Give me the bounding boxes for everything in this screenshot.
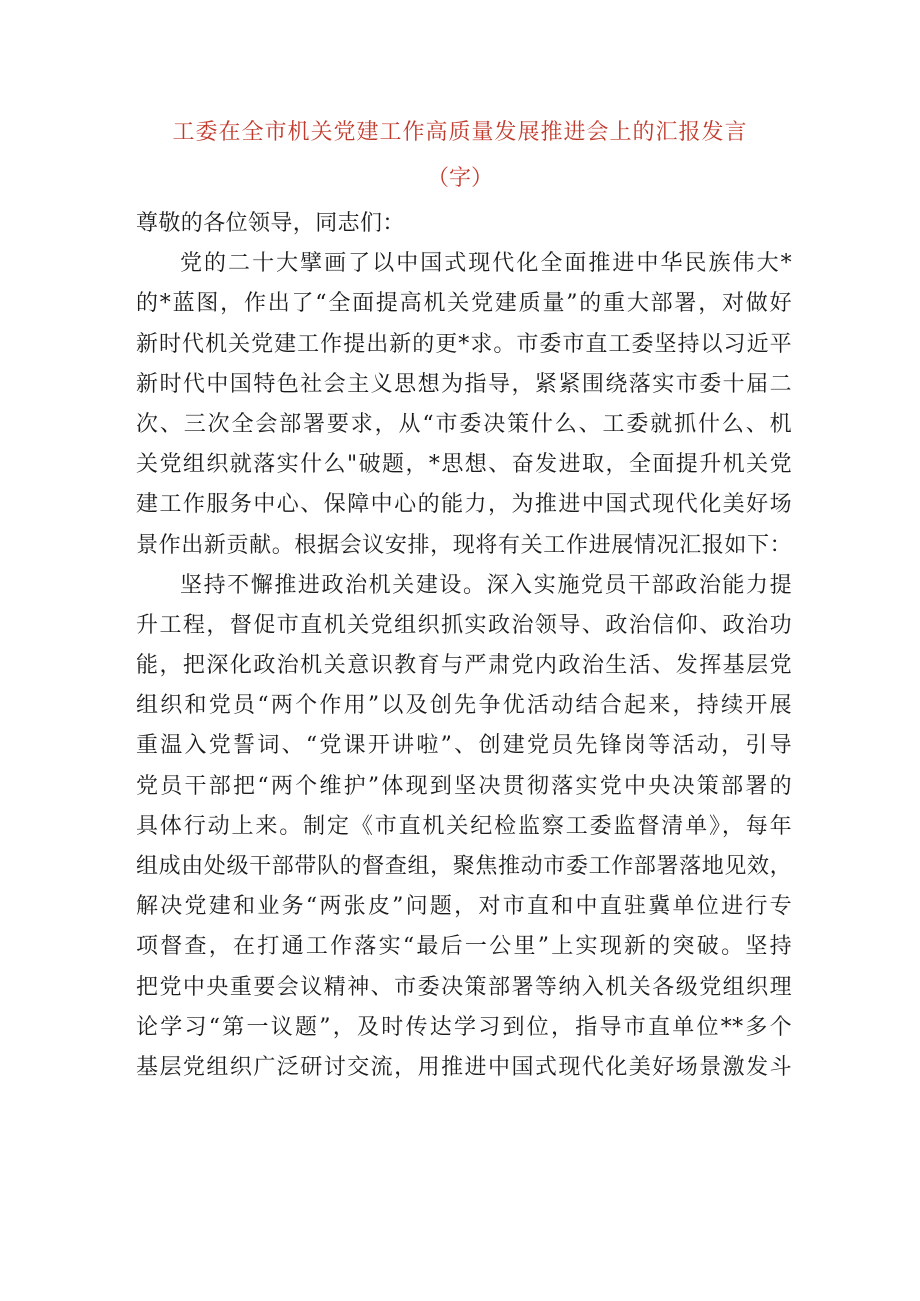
paragraph-line: 新时代机关党建工作提出新的更*求。市委市直工委坚持以习近平 — [136, 331, 792, 357]
paragraph-line: 升工程，督促市直机关党组织抓实政治领导、政治信仰、政治功 — [136, 612, 792, 638]
paragraph-line: 次、三次全会部署要求，从“市委决策什么、工委就抓什么、机 — [136, 411, 792, 437]
paragraph-line: 具体行动上来。制定《市直机关纪检监察工委监督清单》，每年 — [136, 813, 792, 839]
paragraph-line: 新时代中国特色社会主义思想为指导，紧紧围绕落实市委十届二 — [136, 371, 792, 397]
paragraph-line: 能，把深化政治机关意识教育与严肃党内政治生活、发挥基层党 — [136, 653, 792, 679]
document-subtitle: （字） — [426, 166, 493, 191]
paragraph-line: 基层党组织广泛研讨交流，用推进中国式现代化美好场景激发斗 — [136, 1054, 792, 1080]
paragraph-line: 党的二十大擘画了以中国式现代化全面推进中华民族伟大* — [180, 251, 792, 277]
salutation: 尊敬的各位领导，同志们： — [136, 211, 405, 236]
paragraph-line: 关党组织就落实什么"破题，*思想、奋发进取，全面提升机关党 — [136, 452, 792, 478]
paragraph-line: 建工作服务中心、保障中心的能力，为推进中国式现代化美好场 — [136, 492, 792, 518]
paragraph-line: 景作出新贡献。根据会议安排，现将有关工作进展情况汇报如下： — [136, 532, 792, 558]
paragraph-line: 把党中央重要会议精神、市委决策部署等纳入机关各级党组织理 — [136, 974, 792, 1000]
document-title: 工委在全市机关党建工作高质量发展推进会上的汇报发言 — [172, 120, 748, 145]
paragraph-line: 组织和党员“两个作用”以及创先争优活动结合起来，持续开展 — [136, 693, 792, 719]
document-body — [136, 204, 792, 1088]
paragraph-line: 组成由处级干部带队的督查组，聚焦推动市委工作部署落地见效， — [136, 854, 792, 879]
paragraph-line: 重温入党誓词、“党课开讲啦”、创建党员先锋岗等活动，引导 — [136, 733, 792, 759]
paragraph-line: 坚持不懈推进政治机关建设。深入实施党员干部政治能力提 — [180, 572, 792, 598]
paragraph-line: 项督查，在打通工作落实“最后一公里”上实现新的突破。坚持 — [136, 934, 792, 960]
paragraph-line: 党员干部把“两个维护”体现到坚决贯彻落实党中央决策部署的 — [136, 773, 792, 799]
paragraph-line: 的*蓝图，作出了“全面提高机关党建质量”的重大部署，对做好 — [136, 291, 792, 317]
paragraph-line: 解决党建和业务“两张皮”问题，对市直和中直驻冀单位进行专 — [136, 894, 792, 920]
paragraph-line: 论学习“第一议题”，及时传达学习到位，指导市直单位**多个 — [136, 1014, 792, 1040]
